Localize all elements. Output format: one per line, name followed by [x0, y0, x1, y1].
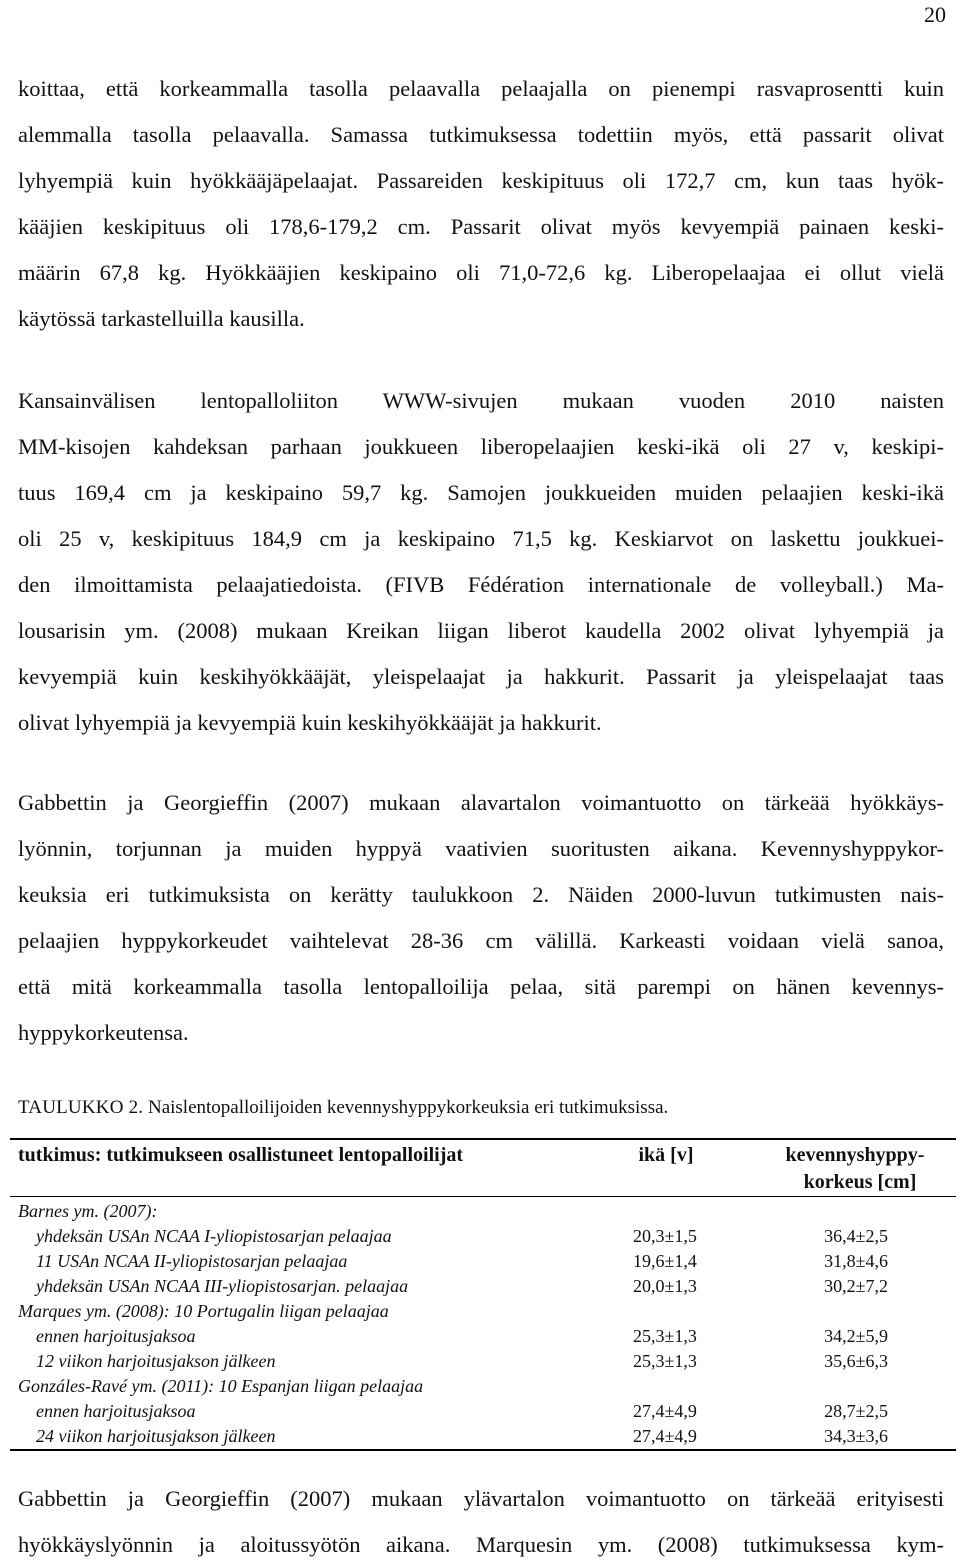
- text-line: MM-kisojen kahdeksan parhaan joukkueen liberopelaajien keski-ikä oli 27 v, keskipi-: [18, 434, 944, 459]
- table-header-row: [10, 1139, 956, 1197]
- text-line: kääjien keskipituus oli 178,6-179,2 cm. Passarit olivat myös kevyempiä painaen keski-: [18, 214, 944, 239]
- text-line: kevyempiä kuin keskihyökkääjät, yleispelaajat ja hakkurit. Passarit ja yleispelaajat taas: [18, 664, 944, 689]
- text-line: oli 25 v, keskipituus 184,9 cm ja keskipaino 71,5 kg. Keskiarvot on laskettu joukkuei-: [18, 526, 944, 551]
- text-line: lousarisin ym. (2008) mukaan Kreikan liigan liberot kaudella 2002 olivat lyhyempiä ja: [18, 618, 944, 643]
- cell-study: 11 USAn NCAA II-yliopistosarjan pelaajaa: [36, 1251, 348, 1271]
- cell-jump: 30,2±7,2: [824, 1276, 888, 1296]
- cell-study: 12 viikon harjoitusjakson jälkeen: [36, 1351, 276, 1371]
- text-line: että mitä korkeammalla tasolla lentopalloilija pelaa, sitä parempi on hänen kevennys-: [18, 974, 944, 999]
- cell-jump: 28,7±2,5: [824, 1401, 888, 1421]
- header-age: ikä [v]: [638, 1144, 694, 1166]
- table-row: [10, 1324, 956, 1349]
- cell-age: 20,3±1,5: [633, 1226, 697, 1246]
- text-line: hyökkäyslyönnin ja aloitussyötön aikana. Marquesin ym. (2008) tutkimuksessa kym-: [18, 1532, 944, 1557]
- table-row: [10, 1349, 956, 1374]
- table-caption: [18, 1097, 668, 1119]
- table-row: [10, 1249, 956, 1274]
- table-row: [10, 1424, 956, 1450]
- cell-age: 27,4±4,9: [633, 1401, 697, 1421]
- paragraph-4: [18, 1476, 944, 1568]
- cell-age: 25,3±1,3: [633, 1351, 697, 1371]
- cell-study: yhdeksän USAn NCAA I-yliopistosarjan pelaajaa: [36, 1226, 392, 1246]
- cell-age: 19,6±1,4: [633, 1251, 697, 1271]
- page-number: 20: [924, 2, 946, 27]
- text-line: den ilmoittamista pelaajatiedoista. (FIVB Fédération internationale de volleyball.) Ma-: [18, 572, 944, 597]
- text-line: tuus 169,4 cm ja keskipaino 59,7 kg. Samojen joukkueiden muiden pelaajien keski-ikä: [18, 480, 944, 505]
- table-row: [10, 1399, 956, 1424]
- text-line: olivat lyhyempiä ja kevyempiä kuin keskihyökkääjät ja hakkurit.: [18, 710, 602, 735]
- cell-age: 27,4±4,9: [633, 1426, 697, 1446]
- text-line: Kansainvälisen lentopalloliiton WWW-sivujen mukaan vuoden 2010 naisten: [18, 388, 944, 413]
- cell-jump: [752, 1374, 956, 1399]
- header-study: tutkimus: tutkimukseen osallistuneet lentopalloilijat: [18, 1144, 464, 1166]
- table-row: [10, 1224, 956, 1249]
- header-jump-line1: kevennyshyppy-: [785, 1144, 925, 1166]
- header-jump-height: [752, 1139, 956, 1197]
- text-line: hyppykorkeutensa.: [18, 1020, 189, 1045]
- cell-study: yhdeksän USAn NCAA III-yliopistosarjan. pelaajaa: [36, 1276, 409, 1296]
- table-caption-text: Naislentopalloilijoiden kevennyshyppykorkeuksia eri tutkimuksissa.: [147, 1097, 669, 1118]
- cell-study: ennen harjoitusjaksoa: [36, 1401, 196, 1421]
- text-line: koittaa, että korkeammalla tasolla pelaavalla pelaajalla on pienempi rasvaprosentti kuin: [18, 76, 944, 101]
- table-row: [10, 1197, 956, 1225]
- text-line: Gabbettin ja Georgieffin (2007) mukaan alavartalon voimantuotto on tärkeää hyökkäys-: [18, 790, 944, 815]
- cell-age: [578, 1299, 752, 1324]
- text-line: käytössä tarkastelluilla kausilla.: [18, 306, 305, 331]
- text-line: alemmalla tasolla pelaavalla. Samassa tutkimuksessa todettiin myös, että passarit olivat: [18, 122, 944, 147]
- cell-age: 20,0±1,3: [633, 1276, 697, 1296]
- text-line: Gabbettin ja Georgieffin (2007) mukaan ylävartalon voimantuotto on tärkeää erityisesti: [18, 1486, 944, 1511]
- cell-age: [578, 1197, 752, 1225]
- table-row: [10, 1374, 956, 1399]
- cell-study: 24 viikon harjoitusjakson jälkeen: [36, 1426, 276, 1446]
- paragraph-3: [18, 780, 944, 1056]
- cell-jump: [752, 1197, 956, 1225]
- table-caption-label: TAULUKKO 2.: [18, 1097, 144, 1118]
- paragraph-1: [18, 66, 944, 342]
- cell-age: [578, 1374, 752, 1399]
- cell-study: Marques ym. (2008): 10 Portugalin liigan pelaajaa: [18, 1301, 389, 1321]
- cell-jump: 34,2±5,9: [824, 1326, 888, 1346]
- text-line: määrin 67,8 kg. Hyökkääjien keskipaino oli 71,0-72,6 kg. Liberopelaajaa ei ollut vielä: [18, 260, 944, 285]
- table-row: [10, 1274, 956, 1299]
- cell-jump: 35,6±6,3: [824, 1351, 888, 1371]
- header-jump-line2: korkeus [cm]: [803, 1171, 917, 1193]
- cell-jump: 36,4±2,5: [824, 1226, 888, 1246]
- cell-jump: 34,3±3,6: [824, 1426, 888, 1446]
- cell-age: 25,3±1,3: [633, 1326, 697, 1346]
- text-line: keuksia eri tutkimuksista on kerätty taulukkoon 2. Näiden 2000-luvun tutkimusten nais-: [18, 882, 944, 907]
- cell-jump: 31,8±4,6: [824, 1251, 888, 1271]
- text-line: lyönnin, torjunnan ja muiden hyppyä vaativien suoritusten aikana. Kevennyshyppykor-: [18, 836, 944, 861]
- text-line: pelaajien hyppykorkeudet vaihtelevat 28-36 cm välillä. Karkeasti voidaan vielä sanoa,: [18, 928, 944, 953]
- cell-jump: [752, 1299, 956, 1324]
- text-line: lyhyempiä kuin hyökkääjäpelaajat. Passareiden keskipituus oli 172,7 cm, kun taas hyök-: [18, 168, 944, 193]
- cell-study: Gonzáles-Ravé ym. (2011): 10 Espanjan liigan pelaajaa: [18, 1376, 424, 1396]
- cell-study: ennen harjoitusjaksoa: [36, 1326, 196, 1346]
- table-row: [10, 1299, 956, 1324]
- jump-height-table: [10, 1138, 956, 1451]
- paragraph-2: [18, 378, 944, 746]
- cell-study: Barnes ym. (2007):: [18, 1201, 158, 1221]
